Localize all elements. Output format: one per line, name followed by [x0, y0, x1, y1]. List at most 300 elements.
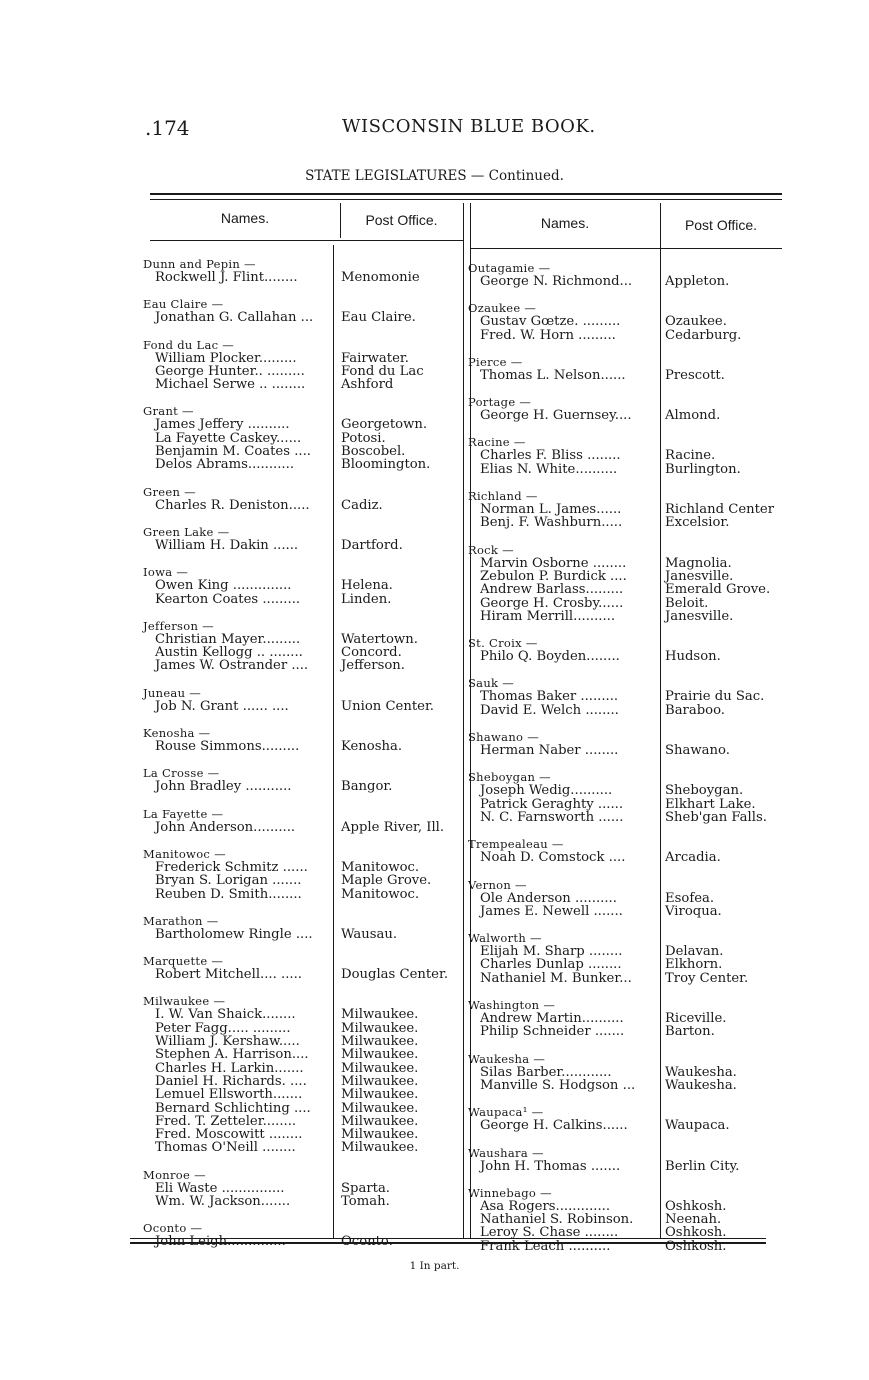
legislator-name: Delos Abrams........... [155, 457, 295, 473]
legislator-name: Austin Kellogg .. ........ [155, 645, 303, 661]
post-office: Milwaukee. [341, 1127, 419, 1143]
legislator-name: N. C. Farnsworth ...... [480, 809, 624, 825]
legislator-name: I. W. Van Shaick........ [155, 1007, 296, 1023]
county-group [143, 297, 463, 324]
county-heading: La Fayette — [143, 806, 224, 821]
legislator-name: Eli Waste ............... [155, 1180, 285, 1196]
header-rule-left [150, 240, 463, 241]
post-office: Eau Claire. [341, 310, 416, 326]
post-office: Janesville. [665, 568, 734, 584]
legislator-row [468, 905, 788, 918]
legislator-name: Frank Leach .......... [480, 1238, 611, 1254]
legislator-name: Gustav Gœtze. ......... [480, 314, 621, 330]
post-office: Oshkosh. [665, 1225, 727, 1241]
county-heading: Green Lake — [143, 524, 230, 539]
county-group [143, 525, 463, 552]
post-office: Arcadia. [665, 850, 721, 866]
legislator-name: Nathaniel S. Robinson. [480, 1212, 634, 1228]
county-group [143, 1168, 463, 1209]
legislator-row [143, 874, 463, 887]
legislator-name: Reuben D. Smith........ [155, 886, 302, 902]
post-office: Ashford [341, 377, 394, 393]
legislator-row [468, 503, 788, 516]
legislator-row [143, 968, 463, 981]
county-heading: Waupaca¹ — [468, 1105, 544, 1120]
county-heading: Oconto — [143, 1221, 203, 1236]
legislator-name: Jonathan G. Callahan ... [155, 310, 314, 326]
post-office: Georgetown. [341, 417, 428, 433]
legislator-row [143, 1088, 463, 1101]
post-office: Riceville. [665, 1011, 727, 1027]
county-group [143, 686, 463, 713]
post-office: Beloit. [665, 595, 709, 611]
legislator-name: Charles F. Bliss ........ [480, 448, 621, 464]
post-office: Manitowoc. [341, 859, 420, 875]
post-office: Burlington. [665, 461, 741, 477]
legislator-row [468, 557, 788, 570]
county-heading: Sauk — [468, 676, 515, 691]
left-legislator-column [143, 257, 463, 1262]
legislator-name: Kearton Coates ......... [155, 591, 301, 607]
legislator-name: Zebulon P. Burdick .... [480, 568, 627, 584]
legislator-name: Fred. Moscowitt ........ [155, 1127, 303, 1143]
legislator-name: Fred. W. Horn ......... [480, 327, 616, 343]
post-office: Excelsior. [665, 515, 730, 531]
county-heading: Manitowoc — [143, 846, 226, 861]
post-office: Fond du Lac [341, 363, 424, 379]
county-group [143, 1221, 463, 1248]
legislator-row [143, 499, 463, 512]
legislator-name: Elias N. White.......... [480, 461, 618, 477]
legislator-name: William J. Kershaw..... [155, 1034, 300, 1050]
post-office: Oconto. [341, 1234, 393, 1250]
legislator-row [143, 445, 463, 458]
legislator-name: Thomas L. Nelson...... [480, 367, 626, 383]
post-office: Prescott. [665, 367, 725, 383]
post-office: Menomonie [341, 270, 420, 285]
post-office: Milwaukee. [341, 1020, 419, 1036]
legislator-name: Owen King .............. [155, 578, 292, 594]
legislator-name: William Plocker......... [155, 350, 297, 366]
county-group [143, 257, 463, 284]
legislator-name: Rouse Simmons......... [155, 739, 300, 755]
county-heading: Milwaukee — [143, 994, 226, 1009]
legislator-row [468, 610, 788, 623]
post-office: Baraboo. [665, 702, 726, 718]
legislator-row [468, 945, 788, 958]
legislator-row [143, 1102, 463, 1115]
legislator-row [468, 409, 788, 422]
legislator-row [468, 329, 788, 342]
post-office: Oshkosh. [665, 1238, 727, 1254]
legislator-row [143, 1048, 463, 1061]
legislator-name: Philo Q. Boyden........ [480, 649, 620, 665]
post-office: Janesville. [665, 608, 734, 624]
county-group [143, 338, 463, 392]
post-office: Troy Center. [665, 970, 749, 986]
county-heading: Juneau — [143, 685, 202, 700]
legislator-name: George H. Crosby...... [480, 595, 624, 611]
post-office: Hudson. [665, 649, 721, 665]
county-group [468, 676, 788, 717]
legislator-name: Lemuel Ellsworth....... [155, 1087, 303, 1103]
legislator-row [143, 740, 463, 753]
county-group [468, 355, 788, 382]
legislator-row [143, 659, 463, 672]
county-group [468, 261, 788, 288]
legislator-name: Peter Fagg..... ......... [155, 1020, 291, 1036]
top-rule-thin [150, 199, 782, 200]
legislator-name: Bernard Schlichting .... [155, 1100, 311, 1116]
legislator-row [468, 1213, 788, 1226]
legislator-row [468, 811, 788, 824]
post-office: Milwaukee. [341, 1073, 419, 1089]
post-office: Elkhorn. [665, 957, 723, 973]
county-heading: Green — [143, 484, 196, 499]
post-office: Emerald Grove. [665, 582, 771, 598]
legislator-row [143, 780, 463, 793]
legislator-row [143, 888, 463, 901]
county-group [143, 485, 463, 512]
legislator-row [143, 1182, 463, 1195]
legislator-row [143, 861, 463, 874]
post-office: Jefferson. [341, 658, 405, 674]
header-right-names: Names. [540, 215, 590, 231]
legislator-name: John H. Thomas ....... [480, 1158, 621, 1174]
county-group [468, 489, 788, 530]
legislator-row [468, 972, 788, 985]
page-number: .174 [145, 116, 190, 140]
legislator-row [468, 1240, 788, 1253]
legislator-name: Thomas O'Neill ........ [155, 1140, 296, 1156]
county-group [468, 395, 788, 422]
legislator-name: Elijah M. Sharp ........ [480, 944, 623, 960]
post-office: Milwaukee. [341, 1060, 419, 1076]
header-left-names: Names. [220, 210, 270, 226]
post-office: Berlin City. [665, 1158, 740, 1174]
legislator-name: Benj. F. Washburn..... [480, 515, 623, 531]
post-office: Potosi. [341, 430, 386, 446]
legislator-row [468, 784, 788, 797]
post-office: Wausau. [341, 926, 398, 942]
county-heading: Racine — [468, 435, 526, 450]
post-office: Prairie du Sac. [665, 689, 765, 705]
post-office: Sheb'gan Falls. [665, 809, 767, 825]
legislator-name: Herman Naber ........ [480, 743, 619, 759]
legislator-row [143, 1141, 463, 1154]
post-office: Neenah. [665, 1212, 722, 1228]
legislator-row [143, 1235, 463, 1248]
legislator-name: Leroy S. Chase ........ [480, 1225, 619, 1241]
legislator-row [143, 365, 463, 378]
legislator-row [143, 593, 463, 606]
legislator-name: John Anderson.......... [155, 819, 296, 835]
post-office: Oshkosh. [665, 1198, 727, 1214]
post-office: Apple River, Ill. [341, 819, 445, 835]
county-group [468, 1105, 788, 1132]
footnote: 1 In part. [409, 1260, 460, 1272]
legislator-row [143, 1035, 463, 1048]
county-heading: St. Croix — [468, 636, 538, 651]
legislator-name: William H. Dakin ...... [155, 537, 299, 553]
legislator-name: George H. Guernsey.... [480, 408, 632, 424]
county-group [143, 994, 463, 1154]
legislator-row [468, 1079, 788, 1092]
legislator-name: Hiram Merrill.......... [480, 608, 616, 624]
legislator-row [143, 646, 463, 659]
legislator-row [143, 1062, 463, 1075]
legislator-name: Charles H. Larkin....... [155, 1060, 304, 1076]
post-office: Viroqua. [665, 903, 722, 919]
county-group [468, 770, 788, 824]
county-heading: Vernon — [468, 877, 527, 892]
column-divider-center [463, 203, 464, 1238]
legislator-name: John Bradley ........... [155, 779, 292, 795]
legislator-name: Norman L. James...... [480, 502, 622, 518]
legislator-row [468, 892, 788, 905]
post-office: Milwaukee. [341, 1087, 419, 1103]
legislator-row [143, 539, 463, 552]
post-office: Magnolia. [665, 555, 732, 571]
legislator-row [143, 579, 463, 592]
post-office: Shawano. [665, 743, 730, 759]
post-office: Milwaukee. [341, 1100, 419, 1116]
county-group [468, 1186, 788, 1253]
legislator-row [143, 1195, 463, 1208]
legislator-row [468, 704, 788, 717]
county-group [468, 837, 788, 864]
legislator-name: Charles R. Deniston..... [155, 497, 310, 513]
legislator-name: Charles Dunlap ........ [480, 957, 622, 973]
legislator-row [468, 1160, 788, 1173]
legislator-row [143, 928, 463, 941]
post-office: Waukesha. [665, 1064, 737, 1080]
post-office: Union Center. [341, 698, 434, 714]
county-heading: Pierce — [468, 354, 523, 369]
county-group [468, 730, 788, 757]
county-group [143, 726, 463, 753]
county-group [143, 766, 463, 793]
legislator-row [468, 369, 788, 382]
legislator-name: Thomas Baker ......... [480, 689, 619, 705]
post-office: Milwaukee. [341, 1113, 419, 1129]
legislator-row [468, 597, 788, 610]
legislator-name: Marvin Osborne ........ [480, 555, 627, 571]
post-office: Milwaukee. [341, 1007, 419, 1023]
county-heading: Waushara — [468, 1145, 544, 1160]
legislator-name: Job N. Grant ...... .... [155, 698, 289, 714]
county-group [143, 807, 463, 834]
legislator-name: Philip Schneider ....... [480, 1024, 625, 1040]
legislator-name: George Hunter.. ......... [155, 363, 305, 379]
legislator-name: Ole Anderson .......... [480, 890, 617, 906]
county-group [468, 1052, 788, 1093]
legislator-row [143, 1115, 463, 1128]
legislator-row [468, 1119, 788, 1132]
legislator-row [143, 633, 463, 646]
top-rule-thick [150, 193, 782, 195]
post-office: Douglas Center. [341, 967, 449, 983]
post-office: Tomah. [341, 1193, 390, 1209]
county-group [143, 847, 463, 901]
county-group [143, 404, 463, 471]
legislator-name: Noah D. Comstock .... [480, 850, 626, 866]
post-office: Richland Center [665, 502, 775, 518]
legislator-name: David E. Welch ........ [480, 702, 619, 718]
county-heading: Washington — [468, 998, 556, 1013]
county-group [468, 998, 788, 1039]
post-office: Elkhart Lake. [665, 796, 756, 812]
legislator-name: Silas Barber............ [480, 1064, 612, 1080]
county-heading: Trempealeau — [468, 837, 564, 852]
header-left-post: Post Office. [365, 212, 438, 228]
post-office: Boscobel. [341, 444, 406, 460]
county-heading: Winnebago — [468, 1185, 552, 1200]
legislator-row [143, 1008, 463, 1021]
county-heading: Dunn and Pepin — [143, 257, 256, 271]
legislator-name: Christian Mayer......... [155, 631, 301, 647]
county-group [468, 878, 788, 919]
post-office: Sheboygan. [665, 783, 744, 799]
legislator-row [468, 744, 788, 757]
legislator-name: Asa Rogers............. [480, 1198, 611, 1214]
county-heading: Portage — [468, 395, 532, 410]
legislator-name: James E. Newell ....... [480, 903, 623, 919]
post-office: Appleton. [665, 274, 730, 289]
county-heading: Monroe — [143, 1167, 206, 1182]
county-heading: Ozaukee — [468, 301, 537, 316]
legislator-row [143, 432, 463, 445]
header-right-post: Post Office. [684, 217, 758, 233]
legislator-row [143, 1075, 463, 1088]
county-heading: Marquette — [143, 954, 224, 969]
post-office: Almond. [665, 408, 721, 424]
county-group [468, 435, 788, 476]
county-heading: Sheboygan — [468, 770, 551, 785]
county-group [468, 636, 788, 663]
post-office: Bangor. [341, 779, 393, 795]
post-office: Milwaukee. [341, 1047, 419, 1063]
post-office: Milwaukee. [341, 1034, 419, 1050]
county-heading: Fond du Lac — [143, 337, 235, 352]
legislator-row [468, 958, 788, 971]
post-office: Kenosha. [341, 739, 403, 755]
county-group [468, 1146, 788, 1173]
legislator-name: George H. Calkins...... [480, 1118, 628, 1134]
running-head: WISCONSIN BLUE BOOK. [342, 116, 596, 137]
post-office: Bloomington. [341, 457, 431, 473]
legislator-name: Manville S. Hodgson ... [480, 1077, 636, 1093]
header-rule-right [470, 248, 782, 249]
legislator-name: Andrew Martin.......... [480, 1011, 624, 1027]
legislator-row [468, 570, 788, 583]
county-group [468, 301, 788, 342]
legislator-row [468, 275, 788, 288]
table-caption: STATE LEGISLATURES — Continued. [305, 168, 564, 184]
legislator-row [468, 1066, 788, 1079]
legislator-name: John Leigh.............. [155, 1234, 286, 1250]
legislator-name: James W. Ostrander .... [155, 658, 309, 674]
county-heading: Eau Claire — [143, 297, 224, 312]
legislator-row [468, 1226, 788, 1239]
legislator-row [143, 1128, 463, 1141]
legislator-row [468, 1012, 788, 1025]
county-group [143, 565, 463, 606]
county-group [143, 619, 463, 673]
legislator-row [143, 700, 463, 713]
legislator-row [143, 271, 463, 284]
county-group [468, 543, 788, 623]
post-office: Barton. [665, 1024, 715, 1040]
legislator-name: Nathaniel M. Bunker... [480, 970, 632, 986]
post-office: Dartford. [341, 537, 403, 553]
post-office: Ozaukee. [665, 314, 727, 330]
county-heading: Iowa — [143, 565, 189, 580]
county-group [143, 954, 463, 981]
post-office: Maple Grove. [341, 873, 432, 889]
legislator-name: Robert Mitchell.... ..... [155, 967, 302, 983]
post-office: Cedarburg. [665, 327, 742, 343]
legislator-row [468, 690, 788, 703]
county-heading: Kenosha — [143, 726, 211, 741]
legislator-name: Frederick Schmitz ...... [155, 859, 308, 875]
county-heading: Marathon — [143, 913, 219, 928]
legislator-name: George N. Richmond... [480, 274, 633, 289]
legislator-row [143, 1022, 463, 1035]
post-office: Helena. [341, 578, 393, 594]
legislator-name: Bartholomew Ringle .... [155, 926, 313, 942]
legislator-name: Stephen A. Harrison.... [155, 1047, 309, 1063]
legislator-name: Rockwell J. Flint........ [155, 270, 298, 285]
legislator-name: Daniel H. Richards. .... [155, 1073, 307, 1089]
post-office: Racine. [665, 448, 716, 464]
legislator-name: Fred. T. Zetteler........ [155, 1113, 297, 1129]
legislator-row [143, 378, 463, 391]
county-group [143, 914, 463, 941]
legislator-row [468, 583, 788, 596]
legislator-row [468, 1025, 788, 1038]
legislator-name: Wm. W. Jackson....... [155, 1193, 291, 1209]
post-office: Cadiz. [341, 497, 383, 513]
post-office: Waupaca. [665, 1118, 730, 1134]
county-heading: Shawano — [468, 730, 540, 745]
legislator-row [143, 821, 463, 834]
post-office: Waukesha. [665, 1077, 737, 1093]
legislator-row [468, 851, 788, 864]
legislator-row [143, 458, 463, 471]
county-heading: Walworth — [468, 931, 542, 946]
legislator-name: Bryan S. Lorigan ....... [155, 873, 302, 889]
county-heading: Grant — [143, 404, 194, 419]
county-heading: La Crosse — [143, 766, 220, 781]
county-heading: Waukesha — [468, 1051, 546, 1066]
legislator-row [143, 418, 463, 431]
legislator-row [468, 449, 788, 462]
post-office: Watertown. [341, 631, 418, 647]
legislator-name: Benjamin M. Coates .... [155, 444, 311, 460]
county-heading: Richland — [468, 489, 538, 504]
legislator-name: Joseph Wedig.......... [480, 783, 613, 799]
post-office: Milwaukee. [341, 1140, 419, 1156]
legislator-name: Michael Serwe .. ........ [155, 377, 306, 393]
legislator-row [468, 463, 788, 476]
legislator-row [143, 311, 463, 324]
post-office: Linden. [341, 591, 392, 607]
county-heading: Jefferson — [143, 618, 214, 633]
legislator-name: La Fayette Caskey...... [155, 430, 302, 446]
post-office: Fairwater. [341, 350, 409, 366]
county-heading: Outagamie — [468, 261, 551, 275]
